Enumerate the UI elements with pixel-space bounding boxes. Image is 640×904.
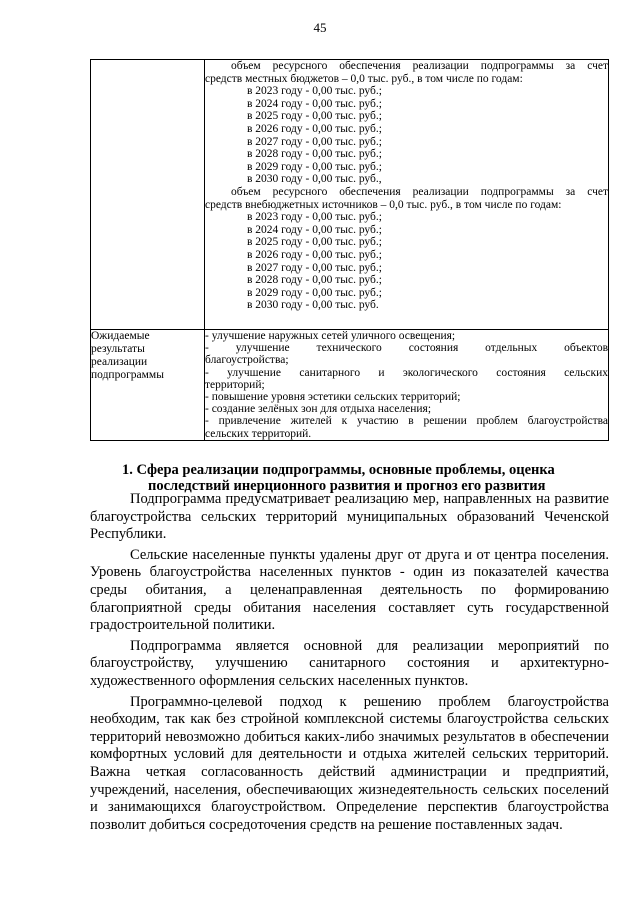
year-funding-line: в 2025 году - 0,00 тыс. руб.; <box>247 236 382 249</box>
year-funding-line: в 2025 году - 0,00 тыс. руб.; <box>247 110 382 123</box>
paragraph: Подпрограмма является основной для реализации мероприятий по благоустройству, улучшению санитарного состояния и архитектурно-художественного оформления сельских населенных пунктов. <box>90 637 609 689</box>
result-item-cont: благоустройства; <box>205 354 289 367</box>
section-heading-line: 1. Сфера реализации подпрограммы, основные проблемы, оценка <box>122 462 555 478</box>
table-cell-empty-label <box>91 60 205 330</box>
label-line: Ожидаемые <box>91 330 150 342</box>
result-item: - создание зелёных зон для отдыха населения; <box>205 403 432 416</box>
extra-years-list <box>205 211 608 312</box>
result-item-cont: сельских территорий. <box>205 427 312 440</box>
year-funding-line: в 2024 году - 0,00 тыс. руб.; <box>247 223 382 236</box>
page-number: 45 <box>313 20 327 35</box>
year-funding-line: в 2030 году - 0,00 тыс. руб. <box>247 299 379 312</box>
year-funding-line: в 2023 году - 0,00 тыс. руб.; <box>247 85 382 98</box>
local-years-list <box>205 85 608 186</box>
year-funding-line: в 2023 году - 0,00 тыс. руб.; <box>247 211 382 224</box>
section-heading <box>90 462 609 494</box>
label-line: реализации <box>91 356 148 368</box>
table-row-results <box>91 330 609 441</box>
year-funding-line: в 2029 году - 0,00 тыс. руб.; <box>247 160 382 173</box>
label-line: подпрограммы <box>91 369 164 381</box>
result-item: - улучшение технического состояния отдельных объектов <box>205 342 608 355</box>
funding-cell <box>205 60 609 330</box>
result-item-cont: территорий; <box>205 378 265 391</box>
paragraph: Программно-целевой подход к решению проблем благоустройства необходим, так как без стройной комплексной системы благоустройства сельских территорий невозможно добиться каких-либо значимых результатов в обеспечении комфортных условий для деятельности и отдыха жителей сельских территорий. Важна четкая согласованность действий администрации и предприятий, учреждений, населения, обеспечивающих жизнедеятельность сельских поселений и занимающихся благоустройством. Определение перспектив благоустройства позволит добиться сосредоточения средств на решение поставленных задач. <box>90 693 609 833</box>
subprogram-passport-table <box>90 59 609 441</box>
year-funding-line: в 2026 году - 0,00 тыс. руб.; <box>247 122 382 135</box>
year-funding-line: в 2026 году - 0,00 тыс. руб.; <box>247 248 382 261</box>
extra-funding-intro-cont: средств внебюджетных источников – 0,0 тыс. руб., в том числе по годам: <box>205 198 562 211</box>
year-funding-line: в 2027 году - 0,00 тыс. руб.; <box>247 261 382 274</box>
expected-results-cell <box>205 330 609 441</box>
result-item: - улучшение санитарного и экологического состояния сельских <box>205 366 608 379</box>
year-funding-line: в 2028 году - 0,00 тыс. руб.; <box>247 148 382 161</box>
year-funding-line: в 2029 году - 0,00 тыс. руб.; <box>247 286 382 299</box>
section-heading-line: последствий инерционного развития и прогноз его развития <box>148 478 546 494</box>
year-funding-line: в 2027 году - 0,00 тыс. руб.; <box>247 135 382 148</box>
year-funding-line: в 2024 году - 0,00 тыс. руб.; <box>247 97 382 110</box>
section-body <box>90 491 609 834</box>
expected-results-label <box>91 330 205 441</box>
result-item: - повышение уровня эстетики сельских территорий; <box>205 391 461 404</box>
result-item: - привлечение жителей к участию в решении проблем благоустройства <box>205 415 608 428</box>
table-row-funding <box>91 60 609 330</box>
year-funding-line: в 2030 году - 0,00 тыс. руб., <box>247 173 382 186</box>
paragraph: Сельские населенные пункты удалены друг от друга и от центра поселения. Уровень благоустройства населенных пунктов - один из показателей качества среды обитания, а целенаправленная деятельность по формированию благоприятной среды обитания населения составляет суть государственной градостроительной политики. <box>90 546 609 634</box>
local-funding-intro-cont: средств местных бюджетов – 0,0 тыс. руб., в том числе по годам: <box>205 72 523 85</box>
label-line: результаты <box>91 343 145 355</box>
result-item: - улучшение наружных сетей уличного освещения; <box>205 330 456 342</box>
local-funding-intro: объем ресурсного обеспечения реализации подпрограммы за счет <box>231 60 608 72</box>
year-funding-line: в 2028 году - 0,00 тыс. руб.; <box>247 274 382 287</box>
extra-funding-intro: объем ресурсного обеспечения реализации подпрограммы за счет <box>231 185 608 198</box>
paragraph: Подпрограмма предусматривает реализацию мер, направленных на развитие благоустройства сельских территорий муниципальных образований Чеченской Республики. <box>90 491 609 543</box>
